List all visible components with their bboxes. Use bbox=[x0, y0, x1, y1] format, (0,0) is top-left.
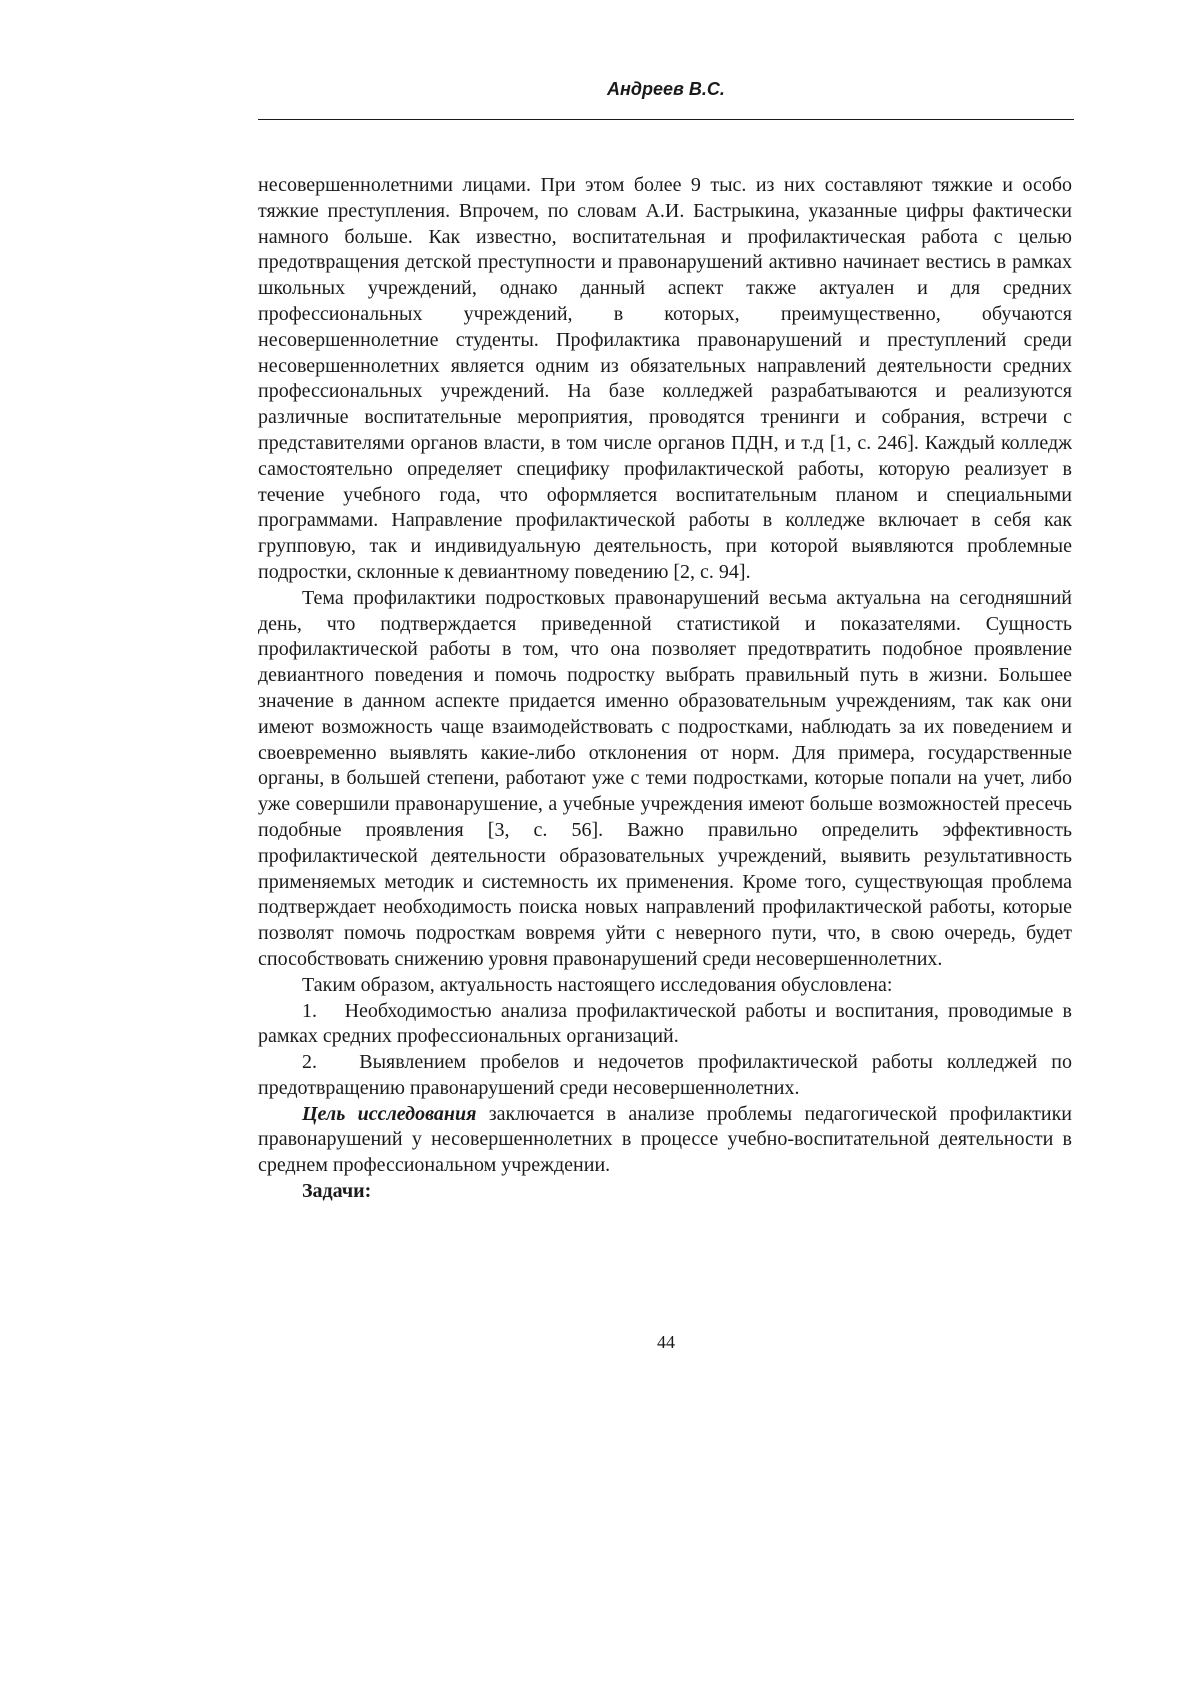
list-item-1: 1. Необходимостью анализа профилактической работы и воспитания, проводимые в рамках средних профессиональных организаций. bbox=[258, 999, 1072, 1051]
paragraph-topic-relevance: Тема профилактики подростковых правонарушений весьма актуальна на сегодняшний день, что подтверждается приведенной статистикой и показателями. Сущность профилактической работы в том, что она позволяет предотвратить подобное проявление девиантного поведения и помочь подростку выбрать правильный путь в жизни. Большее значение в данном аспекте придается именно образовательным учреждениям, так как они имеют возможность чаще взаимодействовать с подростками, наблюдать за их поведением и своевременно выявлять какие-либо отклонения от норм. Для примера, государственные органы, в большей степени, работают уже с теми подростками, которые попали на учет, либо уже совершили правонарушение, а учебные учреждения имеют больше возможностей пресечь подобные проявления [3, с. 56]. Важно правильно определить эффективность профилактической деятельности образовательных учреждений, выявить результативность применяемых методик и системность их применения. Кроме того, существующая проблема подтверждает необходимость поиска новых направлений профилактической работы, которые позволят помочь подросткам вовремя уйти с неверного пути, что, в свою очередь, будет способствовать снижению уровня правонарушений среди несовершеннолетних. bbox=[258, 586, 1072, 973]
list-item-2: 2. Выявлением пробелов и недочетов профилактической работы колледжей по предотвращению правонарушений среди несовершеннолетних. bbox=[258, 1050, 1072, 1102]
running-header-author: Андреев В.С. bbox=[258, 78, 1074, 100]
tasks-label: Задачи: bbox=[302, 1180, 371, 1202]
goal-label: Цель исследования bbox=[302, 1103, 476, 1125]
paragraph-research-goal bbox=[258, 1102, 1072, 1179]
paragraph-tasks bbox=[258, 1179, 1072, 1205]
goal-text: заключается в анализе проблемы педагогической профилактики правонарушений у несовершеннолетних в процессе учебно-воспитательной деятельности в среднем профессиональном учреждении. bbox=[258, 1103, 1072, 1177]
header-divider bbox=[258, 119, 1074, 120]
page-number: 44 bbox=[258, 1331, 1074, 1353]
paragraph-relevance-intro: Таким образом, актуальность настоящего исследования обусловлена: bbox=[258, 973, 1072, 999]
paragraph-continuation: несовершеннолетними лицами. При этом более 9 тыс. из них составляют тяжкие и особо тяжкие преступления. Впрочем, по словам А.И. Бастрыкина, указанные цифры фактически намного больше. Как известно, воспитательная и профилактическая работа с целью предотвращения детской преступности и правонарушений активно начинает вестись в рамках школьных учреждений, однако данный аспект также актуален и для средних профессиональных учреждений, в которых, преимущественно, обучаются несовершеннолетние студенты. Профилактика правонарушений и преступлений среди несовершеннолетних является одним из обязательных направлений деятельности средних профессиональных учреждений. На базе колледжей разрабатываются и реализуются различные воспитательные мероприятия, проводятся тренинги и собрания, встречи с представителями органов власти, в том числе органов ПДН, и т.д [1, с. 246]. Каждый колледж самостоятельно определяет специфику профилактической работы, которую реализует в течение учебного года, что оформляется воспитательным планом и специальными программами. Направление профилактической работы в колледже включает в себя как групповую, так и индивидуальную деятельность, при которой выявляются проблемные подростки, склонные к девиантному поведению [2, с. 94]. bbox=[258, 173, 1072, 586]
body-text bbox=[258, 173, 1072, 1205]
